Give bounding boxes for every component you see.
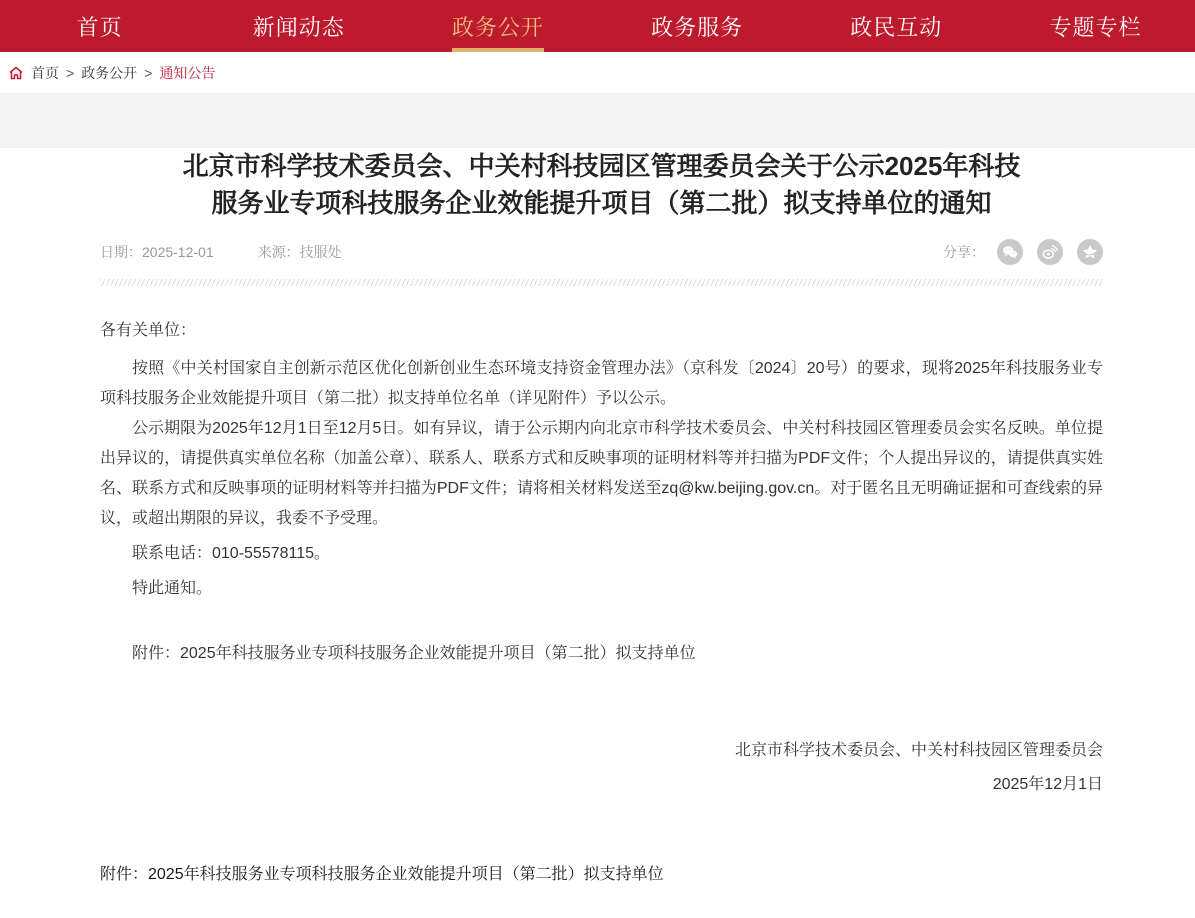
top-nav bbox=[0, 0, 1195, 52]
page-title bbox=[100, 148, 1103, 222]
share-label: 分享： bbox=[943, 244, 985, 260]
nav-item-label: 政民互动 bbox=[850, 14, 943, 40]
article-container bbox=[0, 148, 1195, 918]
paragraph-basis: 按照《中关村国家自主创新示范区优化创新创业生态环境支持资金管理办法》（京科发〔2024〕20号）的要求，现将2025年科技服务业专项科技服务企业效能提升项目（第二批）拟支持单位名单（详见附件）予以公示。 bbox=[100, 360, 1103, 407]
page-title-line-1: 北京市科学技术委员会、中关村科技园区管理委员会关于公示2025年科技 bbox=[182, 151, 1021, 181]
paragraph-contact-phone: 联系电话：010-55578115。 bbox=[132, 545, 331, 562]
attachment-section-title: 附件：2025年科技服务业专项科技服务企业效能提升项目（第二批）拟支持单位 bbox=[100, 866, 664, 883]
signature-date: 2025年12月1日 bbox=[992, 776, 1103, 793]
wechat-share-icon[interactable] bbox=[997, 239, 1023, 265]
share-buttons bbox=[997, 239, 1103, 265]
article-source bbox=[258, 242, 342, 262]
paragraph-notice-closing: 特此通知。 bbox=[132, 580, 213, 597]
breadcrumb-item-gov-info[interactable]: 政务公开 bbox=[81, 64, 138, 81]
page-title-line-2: 服务业专项科技服务企业效能提升项目（第二批）拟支持单位的通知 bbox=[211, 188, 992, 218]
date-value: 2025-12-01 bbox=[142, 244, 214, 260]
qzone-share-icon[interactable] bbox=[1077, 239, 1103, 265]
breadcrumb-separator: > bbox=[66, 64, 75, 81]
breadcrumb-separator: > bbox=[144, 64, 153, 81]
nav-item-gov-info[interactable] bbox=[398, 0, 597, 52]
nav-item-label: 政务公开 bbox=[451, 14, 544, 40]
nav-item-label: 首页 bbox=[76, 14, 123, 40]
nav-item-special-topics[interactable] bbox=[996, 0, 1195, 52]
nav-item-label: 政务服务 bbox=[651, 14, 744, 40]
date-label: 日期： bbox=[100, 244, 142, 260]
breadcrumb-item-notices: 通知公告 bbox=[159, 64, 216, 81]
breadcrumb bbox=[0, 52, 1195, 93]
attachment-inline-text: 附件：2025年科技服务业专项科技服务企业效能提升项目（第二批）拟支持单位 bbox=[132, 645, 696, 662]
nav-item-news[interactable] bbox=[199, 0, 398, 52]
nav-item-label: 新闻动态 bbox=[252, 14, 345, 40]
nav-item-label: 专题专栏 bbox=[1049, 14, 1142, 40]
signature-org: 北京市科学技术委员会、中关村科技园区管理委员会 bbox=[734, 742, 1103, 759]
active-tab-underline bbox=[452, 48, 544, 52]
source-label: 来源： bbox=[257, 244, 300, 260]
breadcrumb-item-home[interactable]: 首页 bbox=[31, 64, 59, 81]
nav-item-interaction[interactable] bbox=[797, 0, 996, 52]
article-meta bbox=[100, 239, 1103, 265]
article-body bbox=[100, 316, 1103, 890]
nav-item-home[interactable] bbox=[0, 0, 199, 52]
source-value: 技服处 bbox=[299, 244, 342, 260]
home-icon bbox=[8, 65, 24, 81]
weibo-share-icon[interactable] bbox=[1037, 239, 1063, 265]
paragraph-salutation: 各有关单位： bbox=[100, 322, 197, 339]
hatched-divider bbox=[100, 279, 1103, 286]
article-date bbox=[100, 242, 214, 262]
paragraph-objection-rules: 公示期限为2025年12月1日至12月5日。如有异议，请于公示期内向北京市科学技术委员会、中关村科技园区管理委员会实名反映。单位提出异议的，请提供真实单位名称（加盖公章）、联系人、联系方式和反映事项的证明材料等并扫描为PDF文件；个人提出异议的，请提供真实姓名、联系方式和反映事项的证明材料等并扫描为PDF文件；请将相关材料发送至zq@kw.beijing.gov.cn。对于匿名且无明确证据和可查线索的异议，或超出期限的异议，我委不予受理。 bbox=[100, 420, 1103, 527]
spacer-band bbox=[0, 93, 1195, 124]
nav-item-gov-services[interactable] bbox=[598, 0, 797, 52]
signature-block bbox=[100, 734, 1103, 802]
